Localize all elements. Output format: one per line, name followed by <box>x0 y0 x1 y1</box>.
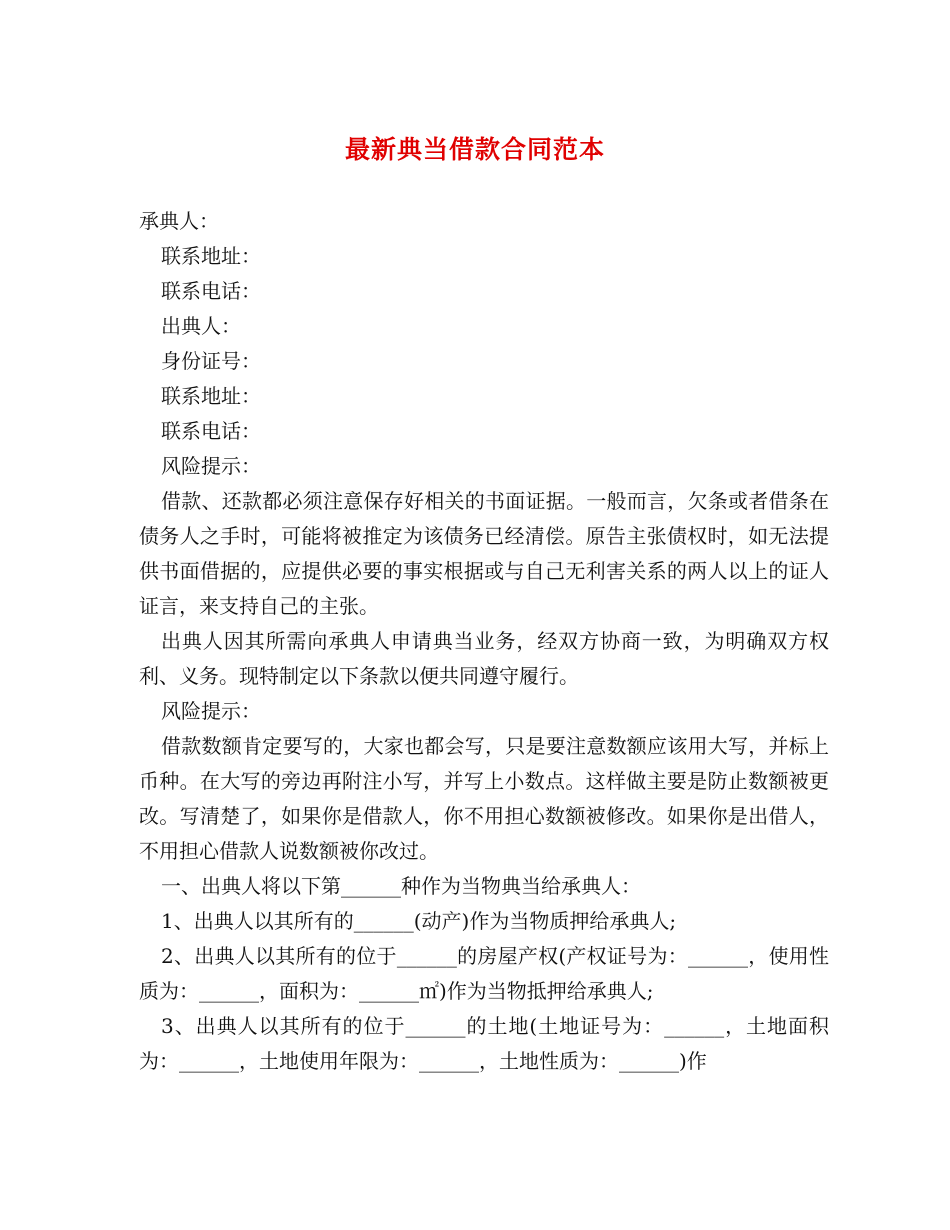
risk-paragraph-2: 借款数额肯定要写的，大家也都会写，只是要注意数额应该用大写，并标上币种。在大写的旁边再附注小写，并写上小数点。这样做主要是防止数额被更改。写清楚了，如果你是借款人，你不用担心数额被修改。如果你是出借人，不用担心借款人说数额被你改过。 <box>139 734 829 863</box>
pawner-address-label: 联系地址： <box>161 384 261 408</box>
clause-item-1: 1、出典人以其所有的______(动产)作为当物质押给承典人; <box>161 909 677 933</box>
pawnee-address-label: 联系地址： <box>161 244 261 268</box>
document-title: 最新典当借款合同范本 <box>344 135 605 164</box>
risk-paragraph-1: 借款、还款都必须注意保存好相关的书面证据。一般而言，欠条或者借条在债务人之手时，可能将被推定为该债务已经清偿。原告主张债权时，如无法提供书面借据的，应提供必要的事实根据或与自己无利害关系的两人以上的证人证言，来支持自己的主张。 <box>139 489 829 618</box>
pawner-id-label: 身份证号： <box>161 349 261 373</box>
pawnee-phone-label: 联系电话： <box>161 279 261 303</box>
pawner-label: 出典人： <box>161 314 241 338</box>
clause-item-3: 3、出典人以其所有的位于______的土地(土地证号为：______，土地面积为：______，土地使用年限为：______，土地性质为：______)作 <box>139 1014 829 1073</box>
pawnee-label: 承典人： <box>139 209 219 233</box>
risk-label-2: 风险提示： <box>161 699 261 723</box>
risk-label-1: 风险提示： <box>161 454 261 478</box>
pawner-phone-label: 联系电话： <box>161 419 261 443</box>
document-body <box>139 204 829 1079</box>
preamble-paragraph: 出典人因其所需向承典人申请典当业务，经双方协商一致，为明确双方权利、义务。现特制定以下条款以便共同遵守履行。 <box>139 629 829 688</box>
clause-item-2: 2、出典人以其所有的位于______的房屋产权(产权证号为：______，使用性质为：______，面积为：______㎡)作为当物抵押给承典人; <box>139 944 829 1003</box>
clause-1-heading: 一、出典人将以下第______种作为当物典当给承典人： <box>161 874 641 898</box>
